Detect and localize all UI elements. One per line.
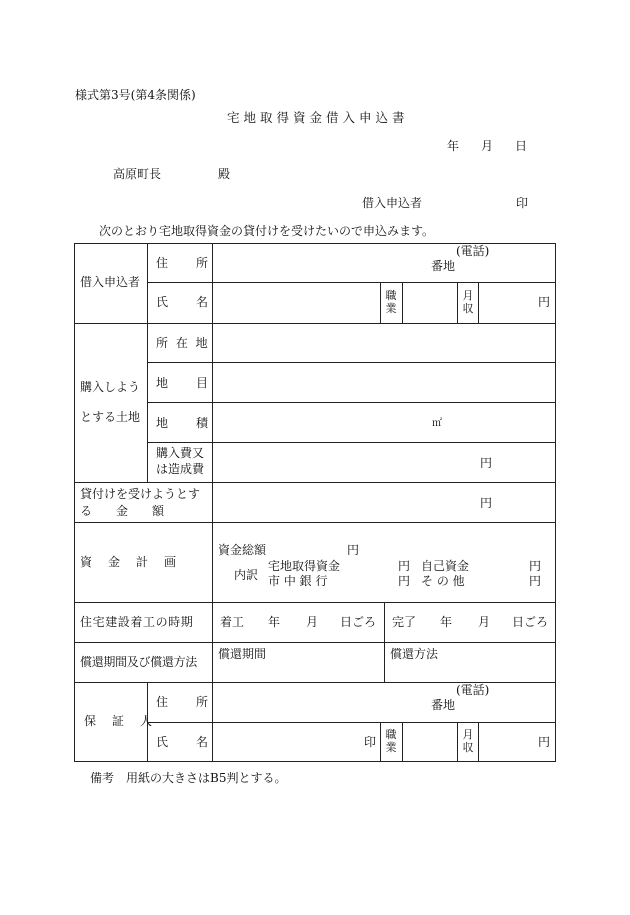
plan-item-own-fund: 自己資金 (421, 559, 470, 573)
construction-start-month: 月 (306, 615, 319, 629)
form-number: 様式第3号(第4条関係) (75, 88, 196, 102)
loan-amount-label-1: 貸付けを受けようとす (80, 487, 201, 501)
guarantor-occupation-char-1: 職 (385, 728, 397, 741)
guarantor-occupation-char-2: 業 (385, 741, 397, 754)
footer-note: 備考 用紙の大きさはB5判とする。 (90, 771, 287, 785)
plan-item-land-fund: 宅地取得資金 (268, 559, 341, 573)
land-area-unit: ㎡ (432, 418, 442, 429)
guarantor-banchi: 番地 (431, 698, 456, 712)
intro-text: 次のとおり宅地取得資金の貸付けを受けたいので申込みます。 (99, 224, 435, 238)
plan-breakdown-label: 内訳 (234, 568, 259, 582)
loan-amount-yen: 円 (480, 496, 493, 510)
applicant-occupation-char-1: 職 (385, 289, 397, 302)
applicant-phone: (電話) (456, 244, 490, 258)
land-category-label: 地 目 (156, 376, 217, 390)
land-section-label-1: 購入しよう (80, 380, 141, 394)
applicant-banchi: 番地 (431, 259, 456, 273)
plan-item4-yen: 円 (529, 574, 542, 588)
date-month: 月 (481, 139, 494, 153)
construction-end-label: 完了 (392, 615, 417, 629)
construction-end-day: 日ごろ (512, 615, 549, 629)
plan-item2-yen: 円 (398, 574, 411, 588)
plan-item1-yen: 円 (398, 559, 411, 573)
applicant-income-char-1: 月 (462, 289, 474, 302)
land-section-label-2: とする土地 (80, 410, 141, 424)
loan-amount-label-2: る 金 額 (80, 504, 165, 518)
plan-label: 資 金 計 画 (80, 555, 179, 569)
plan-total-yen: 円 (347, 543, 360, 557)
applicant-section-label: 借入申込者 (80, 275, 141, 289)
applicant-occupation-char-2: 業 (385, 302, 397, 315)
land-cost-label-1: 購入費又 (156, 446, 205, 460)
guarantor-income-char-1: 月 (462, 728, 474, 741)
addressee: 高原町長 (113, 167, 162, 181)
land-location-label: 所 在 地 (156, 336, 210, 350)
plan-total-label: 資金総額 (218, 543, 267, 557)
guarantor-phone: (電話) (456, 683, 490, 697)
guarantor-income-char-2: 収 (462, 741, 474, 754)
guarantor-name-label: 氏 名 (156, 735, 217, 749)
honorific: 殿 (218, 167, 231, 181)
guarantor-section-label: 保 証 人 (84, 714, 155, 728)
construction-start-day: 日ごろ (340, 615, 377, 629)
construction-start-year: 年 (268, 615, 281, 629)
repayment-label: 償還期間及び償還方法 (80, 655, 198, 669)
form-title: 宅地取得資金借入申込書 (227, 110, 409, 125)
application-table (74, 243, 556, 762)
construction-end-year: 年 (440, 615, 453, 629)
repayment-method-label: 償還方法 (390, 647, 439, 661)
applicant-address-label: 住 所 (156, 256, 217, 270)
guarantor-address-label: 住 所 (156, 695, 217, 709)
guarantor-income-yen: 円 (538, 735, 551, 749)
plan-item-other: そ の 他 (421, 574, 465, 588)
repayment-period-label: 償還期間 (218, 647, 267, 661)
applicant-income-char-2: 収 (462, 302, 474, 315)
date-year: 年 (447, 139, 460, 153)
land-cost-yen: 円 (480, 456, 493, 470)
applicant-label: 借入申込者 (362, 196, 423, 210)
land-area-label: 地 積 (156, 416, 217, 430)
construction-end-month: 月 (478, 615, 491, 629)
seal-mark: 印 (516, 196, 529, 210)
guarantor-seal: 印 (364, 735, 377, 749)
plan-item-city-bank: 市 中 銀 行 (268, 574, 328, 588)
construction-label: 住宅建設着工の時期 (80, 615, 194, 629)
applicant-income-yen: 円 (538, 295, 551, 309)
applicant-name-label: 氏 名 (156, 295, 217, 309)
land-cost-label-2: は造成費 (156, 462, 205, 476)
plan-item3-yen: 円 (529, 559, 542, 573)
construction-start-label: 着工 (220, 615, 245, 629)
date-day: 日 (515, 139, 528, 153)
